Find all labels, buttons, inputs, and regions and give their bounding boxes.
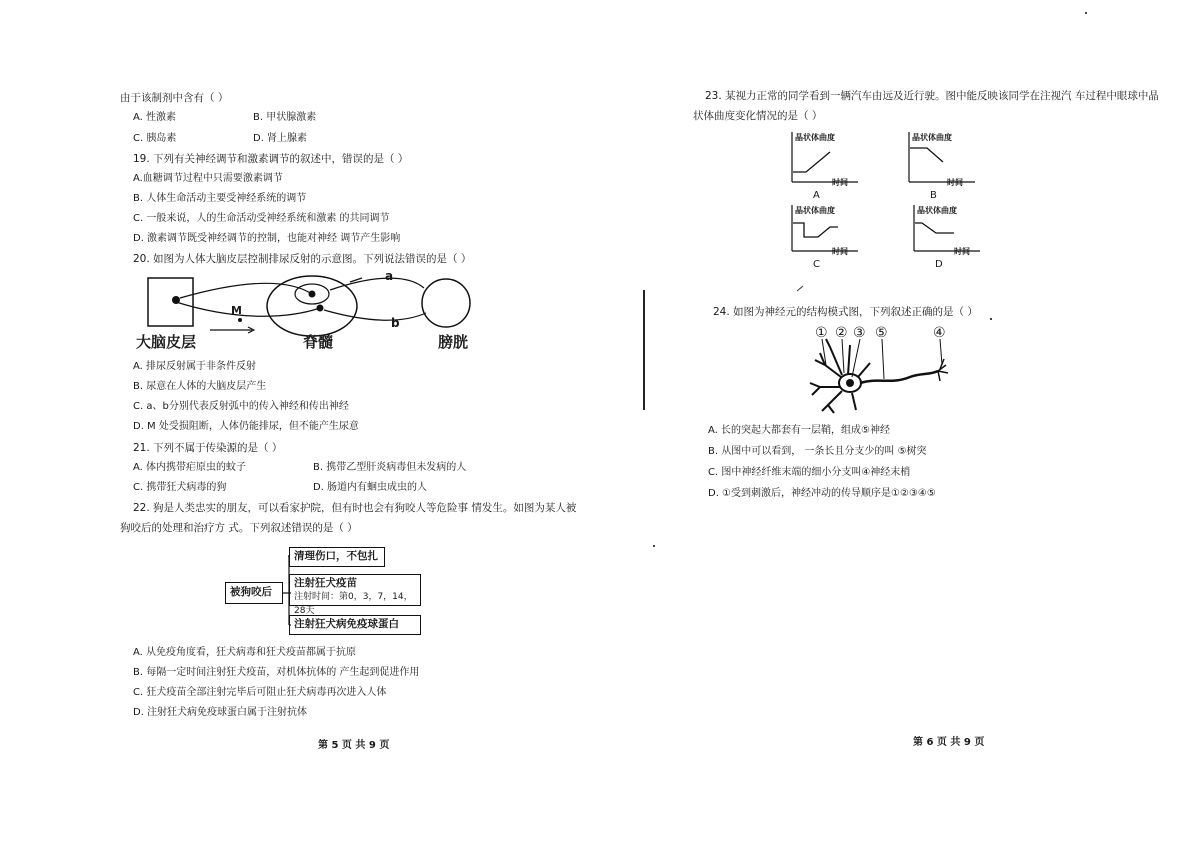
neuron-diagram: [800, 325, 960, 415]
vaccine-title: 注射狂犬疫苗: [294, 577, 357, 589]
vaccine-schedule: 注射时间：第0，3，7，14，28天: [294, 592, 413, 616]
q20-option-b: B. 尿意在人体的大脑皮层产生: [133, 381, 267, 392]
neuron-label-5: ⑤: [875, 325, 888, 341]
flow-branch-clean-wound: 清理伤口，不包扎: [289, 547, 385, 567]
chart-a-letter: A: [813, 190, 820, 201]
q21-option-c: C. 携带狂犬病毒的狗: [133, 482, 227, 493]
label-spinal-cord: 脊髓: [303, 333, 334, 351]
q22-option-d: D. 注射狂犬病免疫球蛋白属于注射抗体: [133, 707, 308, 718]
q18-option-c: C. 胰岛素: [133, 133, 177, 144]
q24-option-d: D. ①受到刺激后，神经冲动的传导顺序是①②③④⑤: [708, 488, 936, 499]
chart-c-letter: C: [813, 259, 820, 270]
chart-b-xlabel: 时间: [947, 178, 963, 187]
q18-stem-tail: 由于该制剂中含有（ ）: [120, 92, 229, 104]
cortex-box: [148, 278, 193, 326]
spinal-cord-ellipse: [267, 276, 357, 336]
q20-option-a: A. 排尿反射属于非条件反射: [133, 361, 257, 372]
descending-pathway: [176, 302, 320, 316]
q21-option-d: D. 肠道内有蛔虫成虫的人: [313, 482, 428, 493]
diagram-label-b: b: [391, 316, 400, 330]
ascending-pathway: [180, 283, 312, 298]
q22-stem-line1: 22. 狗是人类忠实的朋友，可以看家护院，但有时也会有狗咬人等危险事 情发生。如图为某人被: [133, 502, 577, 514]
q19-option-b: B. 人体生命活动主要受神经系统的调节: [133, 193, 307, 204]
q23-stem-line2: 状体曲度变化情况的是（ ）: [693, 110, 823, 122]
flow-branch-vaccine: [289, 574, 421, 616]
q18-option-d: D. 肾上腺素: [253, 133, 308, 144]
right-page: [600, 0, 1200, 847]
q22-option-b: B. 每隔一定时间注射狂犬疫苗，对机体抗体的 产生起到促进作用: [133, 667, 420, 678]
neuron-label-3: ③: [853, 325, 866, 341]
point-m-dot: [238, 318, 242, 322]
scan-mark: [796, 277, 804, 285]
efferent-nerve-b: [324, 310, 426, 320]
q20-stem: 20. 如图为人体大脑皮层控制排尿反射的示意图。下列说法错误的是（ ）: [133, 253, 472, 265]
chart-c-ylabel: 晶状体曲度: [795, 206, 835, 215]
diagram-label-m: M: [231, 304, 242, 317]
q24-option-b: B. 从图中可以看到， 一条长且分支少的叫 ⑤树突: [708, 446, 927, 457]
q22-option-c: C. 狂犬疫苗全部注射完毕后可阻止狂犬病毒再次进入人体: [133, 687, 387, 698]
chart-b-curve: [910, 148, 943, 162]
dendrites: [810, 339, 870, 413]
q20-option-c: C. a、b分别代表反射弧中的传入神经和传出神经: [133, 401, 349, 412]
chart-b-ylabel: 晶状体曲度: [912, 133, 952, 142]
lens-chart-a: [788, 130, 868, 188]
diagram-label-a: a: [385, 269, 394, 283]
afferent-nerve-a: [330, 278, 424, 290]
chart-c-xlabel: 时间: [832, 247, 848, 256]
q21-stem: 21. 下列不属于传染源的是（ ）: [133, 442, 283, 454]
q19-stem: 19. 下列有关神经调节和激素调节的叙述中，错误的是（ ）: [133, 153, 409, 165]
q21-option-b: B. 携带乙型肝炎病毒但未发病的人: [313, 462, 467, 473]
flow-root-bitten: 被狗咬后: [225, 582, 283, 604]
nerve-endings: [938, 359, 948, 381]
nucleus: [846, 379, 854, 387]
chart-d-ylabel: 晶状体曲度: [917, 206, 957, 215]
chart-b-letter: B: [930, 190, 937, 201]
neuron-label-2: ②: [835, 325, 848, 341]
bladder-circle: [422, 279, 470, 327]
q18-option-b: B. 甲状腺激素: [253, 112, 317, 123]
label-cerebral-cortex: 大脑皮层: [136, 333, 197, 351]
lens-chart-d: [910, 203, 990, 258]
chart-a-ylabel: 晶状体曲度: [795, 133, 835, 142]
chart-a-curve: [793, 152, 830, 172]
neuron-label-4: ④: [933, 325, 946, 341]
q19-option-c: C. 一般来说，人的生命活动受神经系统和激素 的共同调节: [133, 213, 390, 224]
neuron-label-1: ①: [815, 325, 828, 341]
label-bladder: 膀胱: [438, 333, 469, 351]
chart-d-curve: [915, 223, 954, 233]
page-footer-right: 第 6 页 共 9 页: [913, 737, 985, 748]
lens-chart-c: [788, 203, 868, 258]
q24-option-c: C. 图中神经纤维末端的细小分支叫④神经末梢: [708, 467, 911, 478]
page-footer-left: 第 5 页 共 9 页: [318, 740, 390, 751]
q18-option-a: A. 性激素: [133, 112, 177, 123]
dog-bite-flowchart: [225, 545, 425, 640]
q22-stem-line2: 狗咬后的处理和治疗方 式。下列叙述错误的是（ ）: [120, 522, 358, 534]
axon: [860, 371, 938, 383]
q23-stem-line1: 23. 某视力正常的同学看到一辆汽车由远及近行驶。图中能反映该同学在注视汽 车过程中眼球中晶: [705, 90, 1159, 102]
q19-option-a: A.血糖调节过程中只需要激素调节: [133, 173, 283, 184]
q24-stem: 24. 如图为神经元的结构模式图，下列叙述正确的是（ ）: [713, 306, 978, 318]
q22-option-a: A. 从免疫角度看，狂犬病毒和狂犬疫苗都属于抗原: [133, 647, 357, 658]
q21-option-a: A. 体内携带疟原虫的蚊子: [133, 462, 247, 473]
chart-a-xlabel: 时间: [832, 178, 848, 187]
q20-option-d: D. M 处受损阻断，人体仍能排尿，但不能产生尿意: [133, 421, 359, 432]
chart-c-curve: [793, 223, 838, 237]
chart-d-xlabel: 时间: [954, 247, 970, 256]
q24-option-a: A. 长的突起大都套有一层鞘，组成⑤神经: [708, 425, 890, 436]
chart-d-letter: D: [935, 259, 943, 270]
q19-option-d: D. 激素调节既受神经调节的控制，也能对神经 调节产生影响: [133, 233, 401, 244]
flow-branch-immunoglobulin: 注射狂犬病免疫球蛋白: [289, 615, 421, 635]
lens-chart-b: [905, 130, 985, 188]
